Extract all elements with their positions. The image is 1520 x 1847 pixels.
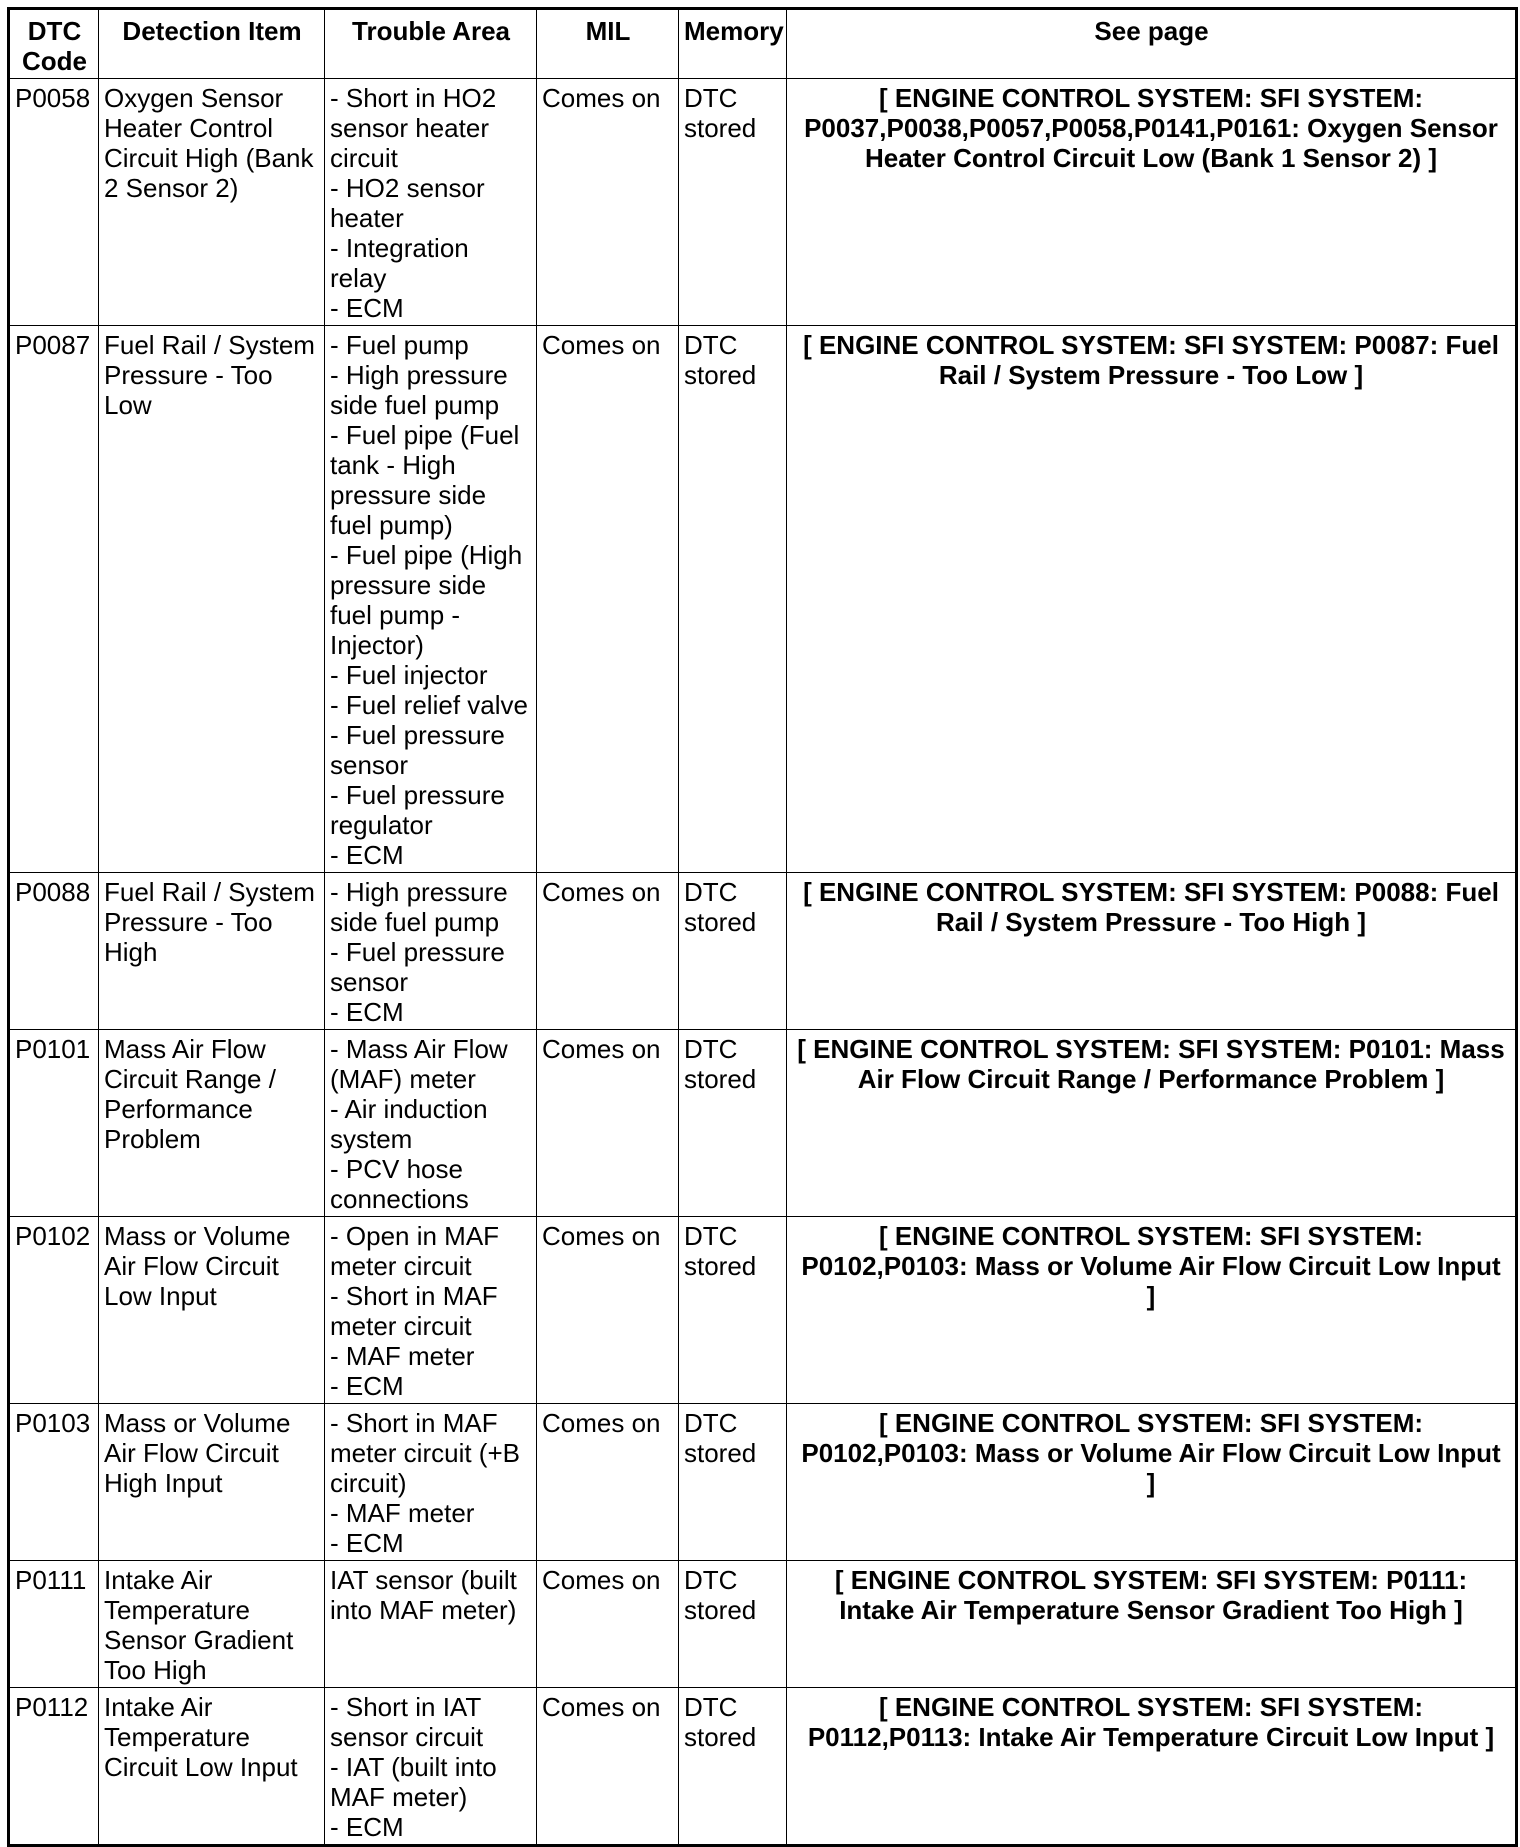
trouble-area-cell xyxy=(325,326,537,873)
trouble-area-item: - ECM xyxy=(330,1812,404,1842)
see-page-link: [ ENGINE CONTROL SYSTEM: SFI SYSTEM: P0112,P0113: Intake Air Temperature Circuit Low Input ] xyxy=(787,1688,1517,1846)
dtc-code-cell: P0088 xyxy=(9,873,99,1030)
memory-cell: DTC stored xyxy=(679,326,787,873)
see-page-link: [ ENGINE CONTROL SYSTEM: SFI SYSTEM: P0037,P0038,P0057,P0058,P0141,P0161: Oxygen Sensor Heater Control Circuit Low (Bank 1 Sensor 2) ] xyxy=(787,79,1517,326)
memory-cell: DTC stored xyxy=(679,1688,787,1846)
table-body xyxy=(9,79,1517,1846)
trouble-area-item: - ECM xyxy=(330,840,404,870)
trouble-area-item: - HO2 sensor heater xyxy=(330,173,485,233)
see-page-link: [ ENGINE CONTROL SYSTEM: SFI SYSTEM: P0102,P0103: Mass or Volume Air Flow Circuit Low Input ] xyxy=(787,1404,1517,1561)
trouble-area-item: - Short in IAT sensor circuit xyxy=(330,1692,484,1752)
header-see-page: See page xyxy=(787,9,1517,79)
header-dtc-code: DTC Code xyxy=(9,9,99,79)
trouble-area-item: - MAF meter xyxy=(330,1498,475,1528)
trouble-area-item: - Fuel pressure regulator xyxy=(330,780,505,840)
trouble-area-item: - Fuel pipe (Fuel tank - High pressure side fuel pump) xyxy=(330,420,520,540)
trouble-area-item: - Short in MAF meter circuit (+B circuit) xyxy=(330,1408,520,1498)
trouble-area-item: - Fuel injector xyxy=(330,660,488,690)
table-row xyxy=(9,873,1517,1030)
trouble-area-item: - High pressure side fuel pump xyxy=(330,360,508,420)
mil-cell: Comes on xyxy=(537,873,679,1030)
dtc-code-cell: P0112 xyxy=(9,1688,99,1846)
dtc-table xyxy=(7,7,1518,1847)
trouble-area-cell xyxy=(325,1404,537,1561)
trouble-area-item: - Air induction system xyxy=(330,1094,488,1154)
memory-cell: DTC stored xyxy=(679,1217,787,1404)
table-row xyxy=(9,1404,1517,1561)
trouble-area-cell xyxy=(325,873,537,1030)
trouble-area-item: - PCV hose connections xyxy=(330,1154,469,1214)
memory-cell: DTC stored xyxy=(679,1030,787,1217)
trouble-area-item: - Fuel pressure sensor xyxy=(330,720,505,780)
see-page-link: [ ENGINE CONTROL SYSTEM: SFI SYSTEM: P0087: Fuel Rail / System Pressure - Too Low ] xyxy=(787,326,1517,873)
trouble-area-cell xyxy=(325,1030,537,1217)
dtc-code-cell: P0101 xyxy=(9,1030,99,1217)
detection-item-cell: Intake Air Temperature Circuit Low Input xyxy=(99,1688,325,1846)
memory-cell: DTC stored xyxy=(679,79,787,326)
trouble-area-item: - Open in MAF meter circuit xyxy=(330,1221,500,1281)
see-page-link: [ ENGINE CONTROL SYSTEM: SFI SYSTEM: P0101: Mass Air Flow Circuit Range / Performance Problem ] xyxy=(787,1030,1517,1217)
trouble-area-item: - ECM xyxy=(330,293,404,323)
mil-cell: Comes on xyxy=(537,79,679,326)
see-page-link: [ ENGINE CONTROL SYSTEM: SFI SYSTEM: P0102,P0103: Mass or Volume Air Flow Circuit Low Input ] xyxy=(787,1217,1517,1404)
trouble-area-item: IAT sensor (built into MAF meter) xyxy=(330,1565,517,1625)
trouble-area-item: - Fuel pump xyxy=(330,330,469,360)
table-row xyxy=(9,326,1517,873)
mil-cell: Comes on xyxy=(537,1030,679,1217)
mil-cell: Comes on xyxy=(537,326,679,873)
memory-cell: DTC stored xyxy=(679,1561,787,1688)
detection-item-cell: Fuel Rail / System Pressure - Too Low xyxy=(99,326,325,873)
header-row xyxy=(9,9,1517,79)
detection-item-cell: Mass or Volume Air Flow Circuit High Input xyxy=(99,1404,325,1561)
trouble-area-item: - Integration relay xyxy=(330,233,469,293)
memory-cell: DTC stored xyxy=(679,873,787,1030)
trouble-area-item: - Mass Air Flow (MAF) meter xyxy=(330,1034,508,1094)
trouble-area-item: - High pressure side fuel pump xyxy=(330,877,508,937)
trouble-area-item: - Short in HO2 sensor heater circuit xyxy=(330,83,497,173)
mil-cell: Comes on xyxy=(537,1561,679,1688)
trouble-area-item: - ECM xyxy=(330,997,404,1027)
table-row xyxy=(9,1217,1517,1404)
dtc-code-cell: P0103 xyxy=(9,1404,99,1561)
mil-cell: Comes on xyxy=(537,1217,679,1404)
header-mil: MIL xyxy=(537,9,679,79)
dtc-code-cell: P0058 xyxy=(9,79,99,326)
trouble-area-cell xyxy=(325,1688,537,1846)
detection-item-cell: Mass or Volume Air Flow Circuit Low Input xyxy=(99,1217,325,1404)
mil-cell: Comes on xyxy=(537,1404,679,1561)
table-row xyxy=(9,1561,1517,1688)
see-page-link: [ ENGINE CONTROL SYSTEM: SFI SYSTEM: P0088: Fuel Rail / System Pressure - Too High ] xyxy=(787,873,1517,1030)
header-memory: Memory xyxy=(679,9,787,79)
trouble-area-cell xyxy=(325,1561,537,1688)
trouble-area-cell xyxy=(325,1217,537,1404)
trouble-area-item: - ECM xyxy=(330,1528,404,1558)
trouble-area-item: - Fuel pressure sensor xyxy=(330,937,505,997)
detection-item-cell: Fuel Rail / System Pressure - Too High xyxy=(99,873,325,1030)
trouble-area-item: - ECM xyxy=(330,1371,404,1401)
trouble-area-item: - Fuel relief valve xyxy=(330,690,528,720)
mil-cell: Comes on xyxy=(537,1688,679,1846)
detection-item-cell: Oxygen Sensor Heater Control Circuit High (Bank 2 Sensor 2) xyxy=(99,79,325,326)
dtc-code-cell: P0087 xyxy=(9,326,99,873)
trouble-area-item: - IAT (built into MAF meter) xyxy=(330,1752,497,1812)
header-trouble-area: Trouble Area xyxy=(325,9,537,79)
trouble-area-item: - Short in MAF meter circuit xyxy=(330,1281,498,1341)
detection-item-cell: Intake Air Temperature Sensor Gradient Too High xyxy=(99,1561,325,1688)
dtc-code-cell: P0111 xyxy=(9,1561,99,1688)
memory-cell: DTC stored xyxy=(679,1404,787,1561)
table-row xyxy=(9,1688,1517,1846)
dtc-code-cell: P0102 xyxy=(9,1217,99,1404)
detection-item-cell: Mass Air Flow Circuit Range / Performance Problem xyxy=(99,1030,325,1217)
table-row xyxy=(9,1030,1517,1217)
trouble-area-item: - MAF meter xyxy=(330,1341,475,1371)
trouble-area-item: - Fuel pipe (High pressure side fuel pump - Injector) xyxy=(330,540,523,660)
trouble-area-cell xyxy=(325,79,537,326)
see-page-link: [ ENGINE CONTROL SYSTEM: SFI SYSTEM: P0111: Intake Air Temperature Sensor Gradient Too High ] xyxy=(787,1561,1517,1688)
table-row xyxy=(9,79,1517,326)
header-detection-item: Detection Item xyxy=(99,9,325,79)
